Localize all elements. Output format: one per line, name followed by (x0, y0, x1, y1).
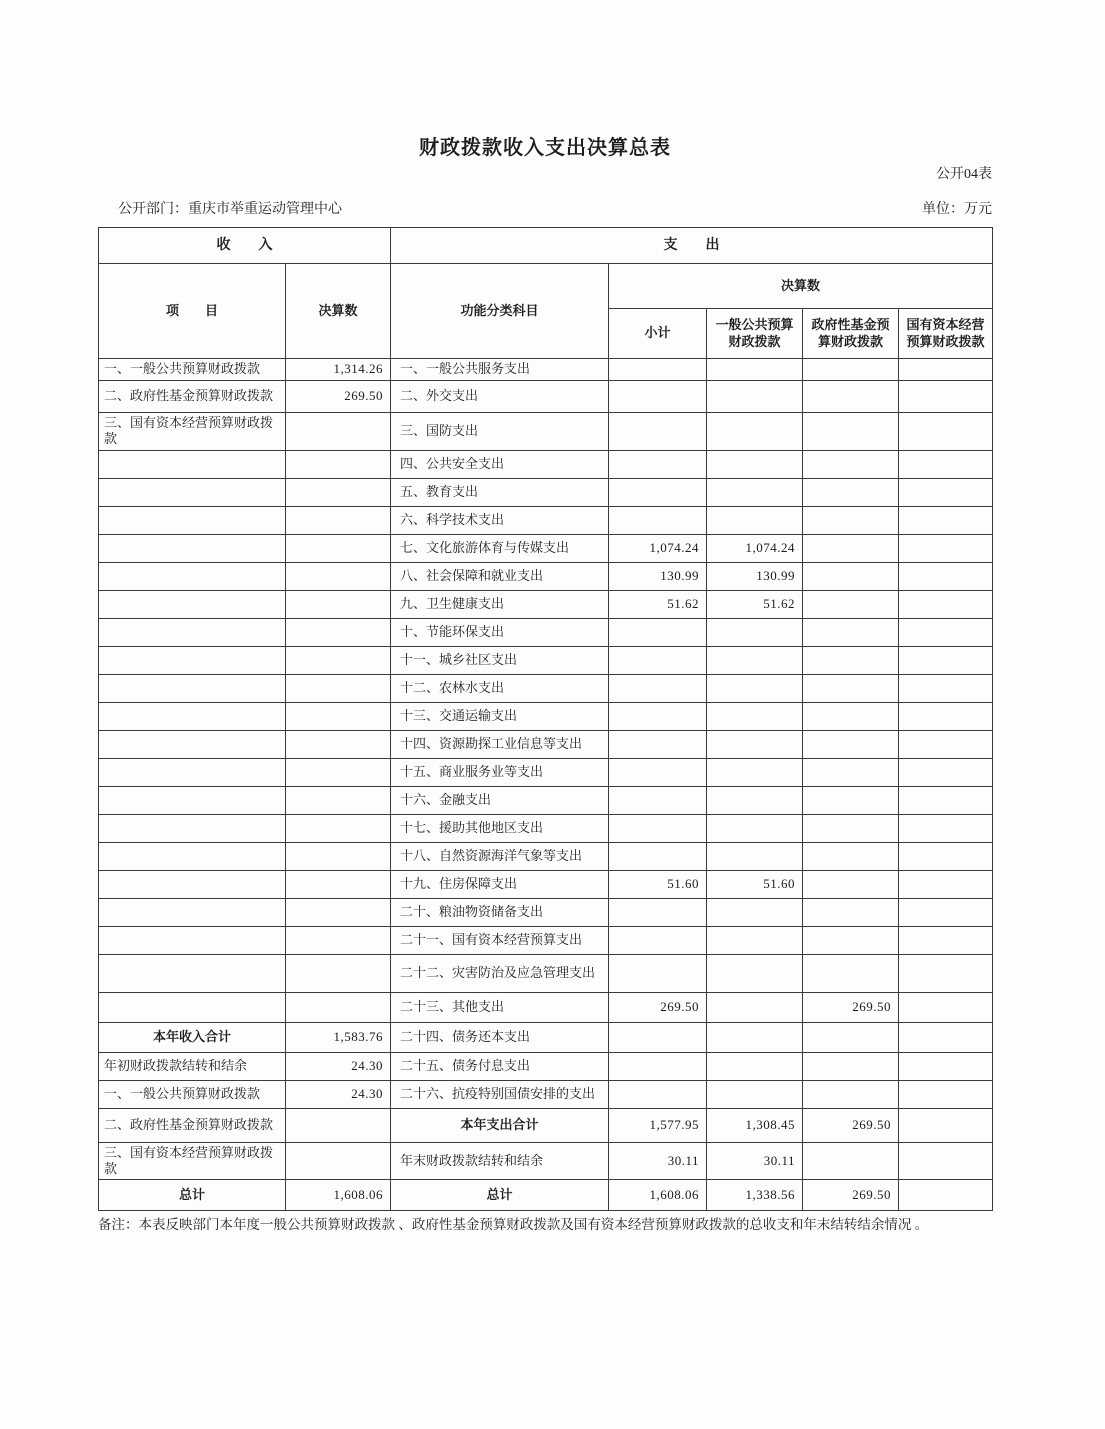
footnote: 备注：本表反映部门本年度一般公共预算财政拨款 、政府性基金预算财政拨款及国有资本经营预算财政拨款的总收支和年末结转结余情况 。 (98, 1217, 929, 1232)
expense-state-capital-cell (899, 534, 993, 562)
income-item-cell: 三、国有资本经营预算财政拨款 (99, 1142, 286, 1180)
department-label: 公开部门：重庆市举重运动管理中心 (118, 202, 342, 217)
income-value-cell (286, 954, 391, 992)
income-value-cell (286, 730, 391, 758)
col-header-final-expense: 决算数 (609, 264, 993, 309)
income-value-cell (286, 786, 391, 814)
expense-subtotal-cell: 269.50 (609, 992, 707, 1022)
expense-state-capital-cell (899, 359, 993, 381)
income-value-cell (286, 618, 391, 646)
expense-gov-fund-cell (803, 786, 899, 814)
expense-gov-fund-cell (803, 898, 899, 926)
expense-general-budget-cell (707, 898, 803, 926)
expense-subtotal-cell: 130.99 (609, 562, 707, 590)
table-row (99, 992, 993, 1022)
income-value-cell (286, 534, 391, 562)
table-row (99, 870, 993, 898)
table-row (99, 413, 993, 451)
expense-item-cell: 四、公共安全支出 (391, 450, 609, 478)
expense-gov-fund-cell (803, 590, 899, 618)
expense-subtotal-cell (609, 646, 707, 674)
expense-subtotal-cell (609, 450, 707, 478)
expense-state-capital-cell (899, 926, 993, 954)
expense-state-capital-cell (899, 992, 993, 1022)
expense-general-budget-cell (707, 730, 803, 758)
expense-general-budget-cell: 51.62 (707, 590, 803, 618)
expense-gov-fund-cell (803, 674, 899, 702)
expense-general-budget-cell (707, 814, 803, 842)
expense-state-capital-cell (899, 954, 993, 992)
income-value-cell (286, 814, 391, 842)
expense-item-cell: 六、科学技术支出 (391, 506, 609, 534)
expense-item-cell: 年末财政拨款结转和结余 (391, 1142, 609, 1180)
table-row (99, 1142, 993, 1180)
income-item-cell (99, 590, 286, 618)
income-value-cell (286, 898, 391, 926)
expense-subtotal-cell (609, 814, 707, 842)
income-item-cell (99, 898, 286, 926)
income-item-cell (99, 702, 286, 730)
income-value-cell (286, 1108, 391, 1142)
table-row (99, 786, 993, 814)
expense-item-cell: 十五、商业服务业等支出 (391, 758, 609, 786)
expense-state-capital-cell (899, 730, 993, 758)
expense-item-cell: 八、社会保障和就业支出 (391, 562, 609, 590)
expense-subtotal-cell (609, 478, 707, 506)
income-value-cell (286, 702, 391, 730)
expense-item-cell: 二十三、其他支出 (391, 992, 609, 1022)
expense-gov-fund-cell: 269.50 (803, 1180, 899, 1211)
expense-item-cell: 二十四、债务还本支出 (391, 1022, 609, 1052)
expense-subtotal-cell (609, 702, 707, 730)
table-row (99, 506, 993, 534)
table-row (99, 1180, 993, 1211)
expense-state-capital-cell (899, 786, 993, 814)
expense-gov-fund-cell (803, 926, 899, 954)
col-header-gov-fund: 政府性基金预算财政拨款 (803, 309, 899, 359)
expense-item-cell: 二十五、债务付息支出 (391, 1052, 609, 1080)
expense-gov-fund-cell (803, 450, 899, 478)
expense-item-cell: 十一、城乡社区支出 (391, 646, 609, 674)
expense-state-capital-cell (899, 562, 993, 590)
expense-general-budget-cell (707, 359, 803, 381)
table-row (99, 1052, 993, 1080)
expense-general-budget-cell (707, 450, 803, 478)
table-row (99, 618, 993, 646)
expense-subtotal-cell (609, 730, 707, 758)
column-header-row (99, 264, 993, 309)
expense-state-capital-cell (899, 590, 993, 618)
income-item-cell: 总计 (99, 1180, 286, 1211)
expense-item-cell: 三、国防支出 (391, 413, 609, 451)
expense-subtotal-cell (609, 1052, 707, 1080)
expense-general-budget-cell (707, 758, 803, 786)
expense-state-capital-cell (899, 450, 993, 478)
expense-gov-fund-cell (803, 842, 899, 870)
expense-state-capital-cell (899, 478, 993, 506)
expense-item-cell: 十九、住房保障支出 (391, 870, 609, 898)
expense-state-capital-cell (899, 618, 993, 646)
table-row (99, 702, 993, 730)
expense-item-cell: 二十二、灾害防治及应急管理支出 (391, 954, 609, 992)
expense-gov-fund-cell (803, 730, 899, 758)
income-value-cell (286, 992, 391, 1022)
expense-gov-fund-cell: 269.50 (803, 1108, 899, 1142)
income-item-cell: 一、一般公共预算财政拨款 (99, 1080, 286, 1108)
expense-subtotal-cell (609, 618, 707, 646)
expense-general-budget-cell (707, 381, 803, 413)
expense-general-budget-cell (707, 1080, 803, 1108)
table-row (99, 646, 993, 674)
expense-state-capital-cell (899, 1108, 993, 1142)
expense-state-capital-cell (899, 758, 993, 786)
expense-item-cell: 七、文化旅游体育与传媒支出 (391, 534, 609, 562)
expense-gov-fund-cell (803, 1142, 899, 1180)
income-value-cell: 269.50 (286, 381, 391, 413)
income-item-cell: 年初财政拨款结转和结余 (99, 1052, 286, 1080)
income-item-cell (99, 730, 286, 758)
expense-general-budget-cell (707, 478, 803, 506)
expense-item-cell: 九、卫生健康支出 (391, 590, 609, 618)
table-row (99, 450, 993, 478)
expense-gov-fund-cell (803, 562, 899, 590)
expense-item-cell: 十二、农林水支出 (391, 674, 609, 702)
expense-gov-fund-cell (803, 814, 899, 842)
expense-gov-fund-cell (803, 1022, 899, 1052)
col-header-func: 功能分类科目 (391, 264, 609, 359)
income-section-header: 收 入 (99, 228, 391, 264)
income-item-cell (99, 506, 286, 534)
income-item-cell (99, 674, 286, 702)
income-value-cell (286, 413, 391, 451)
income-value-cell (286, 478, 391, 506)
expense-general-budget-cell (707, 992, 803, 1022)
expense-state-capital-cell (899, 814, 993, 842)
income-item-cell (99, 992, 286, 1022)
expense-subtotal-cell: 30.11 (609, 1142, 707, 1180)
expense-general-budget-cell: 1,074.24 (707, 534, 803, 562)
expense-subtotal-cell (609, 674, 707, 702)
income-value-cell (286, 590, 391, 618)
expense-subtotal-cell (609, 926, 707, 954)
expense-gov-fund-cell (803, 758, 899, 786)
unit-label: 单位：万元 (922, 202, 992, 217)
income-value-cell (286, 842, 391, 870)
table-row (99, 758, 993, 786)
expense-state-capital-cell (899, 898, 993, 926)
col-header-subtotal: 小计 (609, 309, 707, 359)
income-item-cell: 本年收入合计 (99, 1022, 286, 1052)
income-item-cell (99, 870, 286, 898)
expense-general-budget-cell (707, 954, 803, 992)
expense-gov-fund-cell (803, 506, 899, 534)
expense-subtotal-cell: 51.60 (609, 870, 707, 898)
income-item-cell (99, 954, 286, 992)
expense-item-cell: 十七、援助其他地区支出 (391, 814, 609, 842)
expense-gov-fund-cell (803, 954, 899, 992)
col-header-state-capital: 国有资本经营预算财政拨款 (899, 309, 993, 359)
income-item-cell (99, 478, 286, 506)
income-item-cell: 二、政府性基金预算财政拨款 (99, 381, 286, 413)
table-row (99, 1108, 993, 1142)
income-value-cell: 1,583.76 (286, 1022, 391, 1052)
income-item-cell (99, 562, 286, 590)
table-row (99, 562, 993, 590)
expense-item-cell: 十八、自然资源海洋气象等支出 (391, 842, 609, 870)
table-row (99, 1080, 993, 1108)
expense-subtotal-cell (609, 381, 707, 413)
table-row (99, 359, 993, 381)
expense-state-capital-cell (899, 1022, 993, 1052)
income-item-cell (99, 450, 286, 478)
expense-general-budget-cell (707, 1052, 803, 1080)
expense-gov-fund-cell (803, 618, 899, 646)
income-item-cell (99, 534, 286, 562)
expense-subtotal-cell: 51.62 (609, 590, 707, 618)
expense-subtotal-cell (609, 758, 707, 786)
income-value-cell: 1,608.06 (286, 1180, 391, 1211)
income-value-cell (286, 450, 391, 478)
expense-state-capital-cell (899, 413, 993, 451)
expense-item-cell: 二十六、抗疫特别国债安排的支出 (391, 1080, 609, 1108)
expense-gov-fund-cell (803, 646, 899, 674)
expense-general-budget-cell: 1,308.45 (707, 1108, 803, 1142)
table-row (99, 898, 993, 926)
expense-subtotal-cell: 1,074.24 (609, 534, 707, 562)
income-item-cell (99, 618, 286, 646)
income-value-cell (286, 674, 391, 702)
expense-subtotal-cell (609, 359, 707, 381)
expense-item-cell: 十四、资源勘探工业信息等支出 (391, 730, 609, 758)
income-value-cell: 1,314.26 (286, 359, 391, 381)
expense-subtotal-cell (609, 506, 707, 534)
income-item-cell (99, 926, 286, 954)
expense-subtotal-cell: 1,577.95 (609, 1108, 707, 1142)
income-item-cell (99, 786, 286, 814)
expense-item-cell: 二十一、国有资本经营预算支出 (391, 926, 609, 954)
income-item-cell: 三、国有资本经营预算财政拨款 (99, 413, 286, 451)
table-row (99, 926, 993, 954)
expense-item-cell: 一、一般公共服务支出 (391, 359, 609, 381)
expense-state-capital-cell (899, 702, 993, 730)
table-row (99, 842, 993, 870)
expense-general-budget-cell (707, 646, 803, 674)
expense-general-budget-cell (707, 413, 803, 451)
expense-item-cell: 十、节能环保支出 (391, 618, 609, 646)
expense-state-capital-cell (899, 674, 993, 702)
expense-section-header: 支 出 (391, 228, 993, 264)
expense-subtotal-cell (609, 898, 707, 926)
expense-state-capital-cell (899, 381, 993, 413)
expense-subtotal-cell (609, 954, 707, 992)
expense-state-capital-cell (899, 842, 993, 870)
expense-item-cell: 十三、交通运输支出 (391, 702, 609, 730)
expense-item-cell: 二、外交支出 (391, 381, 609, 413)
expense-subtotal-cell (609, 413, 707, 451)
income-item-cell: 二、政府性基金预算财政拨款 (99, 1108, 286, 1142)
expense-gov-fund-cell: 269.50 (803, 992, 899, 1022)
expense-general-budget-cell: 1,338.56 (707, 1180, 803, 1211)
expense-item-cell: 二十、粮油物资储备支出 (391, 898, 609, 926)
expense-subtotal-cell (609, 1022, 707, 1052)
expense-item-cell: 五、教育支出 (391, 478, 609, 506)
col-header-general-budget: 一般公共预算财政拨款 (707, 309, 803, 359)
expense-gov-fund-cell (803, 870, 899, 898)
expense-general-budget-cell (707, 618, 803, 646)
section-header-row (99, 228, 993, 264)
expense-item-cell: 本年支出合计 (391, 1108, 609, 1142)
expense-gov-fund-cell (803, 702, 899, 730)
expense-item-cell: 总计 (391, 1180, 609, 1211)
expense-state-capital-cell (899, 1052, 993, 1080)
income-item-cell: 一、一般公共预算财政拨款 (99, 359, 286, 381)
expense-general-budget-cell: 30.11 (707, 1142, 803, 1180)
expense-subtotal-cell (609, 786, 707, 814)
expense-state-capital-cell (899, 1142, 993, 1180)
col-header-item: 项 目 (99, 264, 286, 359)
expense-subtotal-cell (609, 1080, 707, 1108)
expense-state-capital-cell (899, 870, 993, 898)
expense-state-capital-cell (899, 506, 993, 534)
expense-general-budget-cell (707, 842, 803, 870)
income-value-cell (286, 1142, 391, 1180)
expense-general-budget-cell: 130.99 (707, 562, 803, 590)
income-value-cell (286, 758, 391, 786)
expense-state-capital-cell (899, 1180, 993, 1211)
expense-general-budget-cell (707, 786, 803, 814)
expense-general-budget-cell (707, 506, 803, 534)
income-value-cell (286, 562, 391, 590)
table-row (99, 954, 993, 992)
income-item-cell (99, 842, 286, 870)
table-number: 公开04表 (936, 167, 992, 182)
table-row (99, 814, 993, 842)
income-item-cell (99, 814, 286, 842)
expense-general-budget-cell (707, 926, 803, 954)
expense-gov-fund-cell (803, 534, 899, 562)
income-value-cell (286, 506, 391, 534)
table-row (99, 674, 993, 702)
income-item-cell (99, 758, 286, 786)
income-value-cell: 24.30 (286, 1080, 391, 1108)
expense-subtotal-cell (609, 842, 707, 870)
income-value-cell (286, 870, 391, 898)
table-row (99, 534, 993, 562)
col-header-final: 决算数 (286, 264, 391, 359)
expense-gov-fund-cell (803, 1080, 899, 1108)
expense-item-cell: 十六、金融支出 (391, 786, 609, 814)
income-value-cell (286, 926, 391, 954)
table-row (99, 478, 993, 506)
expense-general-budget-cell (707, 702, 803, 730)
expense-subtotal-cell: 1,608.06 (609, 1180, 707, 1211)
table-row (99, 381, 993, 413)
income-value-cell: 24.30 (286, 1052, 391, 1080)
fiscal-summary-table (98, 227, 993, 1211)
table-row (99, 730, 993, 758)
expense-state-capital-cell (899, 1080, 993, 1108)
expense-gov-fund-cell (803, 478, 899, 506)
expense-general-budget-cell: 51.60 (707, 870, 803, 898)
table-row (99, 590, 993, 618)
table-body (99, 359, 993, 1211)
expense-state-capital-cell (899, 646, 993, 674)
expense-gov-fund-cell (803, 359, 899, 381)
expense-general-budget-cell (707, 1022, 803, 1052)
expense-gov-fund-cell (803, 381, 899, 413)
income-value-cell (286, 646, 391, 674)
expense-general-budget-cell (707, 674, 803, 702)
table-row (99, 1022, 993, 1052)
expense-gov-fund-cell (803, 1052, 899, 1080)
meta-row (98, 198, 992, 218)
income-item-cell (99, 646, 286, 674)
page-title: 财政拨款收入支出决算总表 (419, 135, 671, 159)
expense-gov-fund-cell (803, 413, 899, 451)
